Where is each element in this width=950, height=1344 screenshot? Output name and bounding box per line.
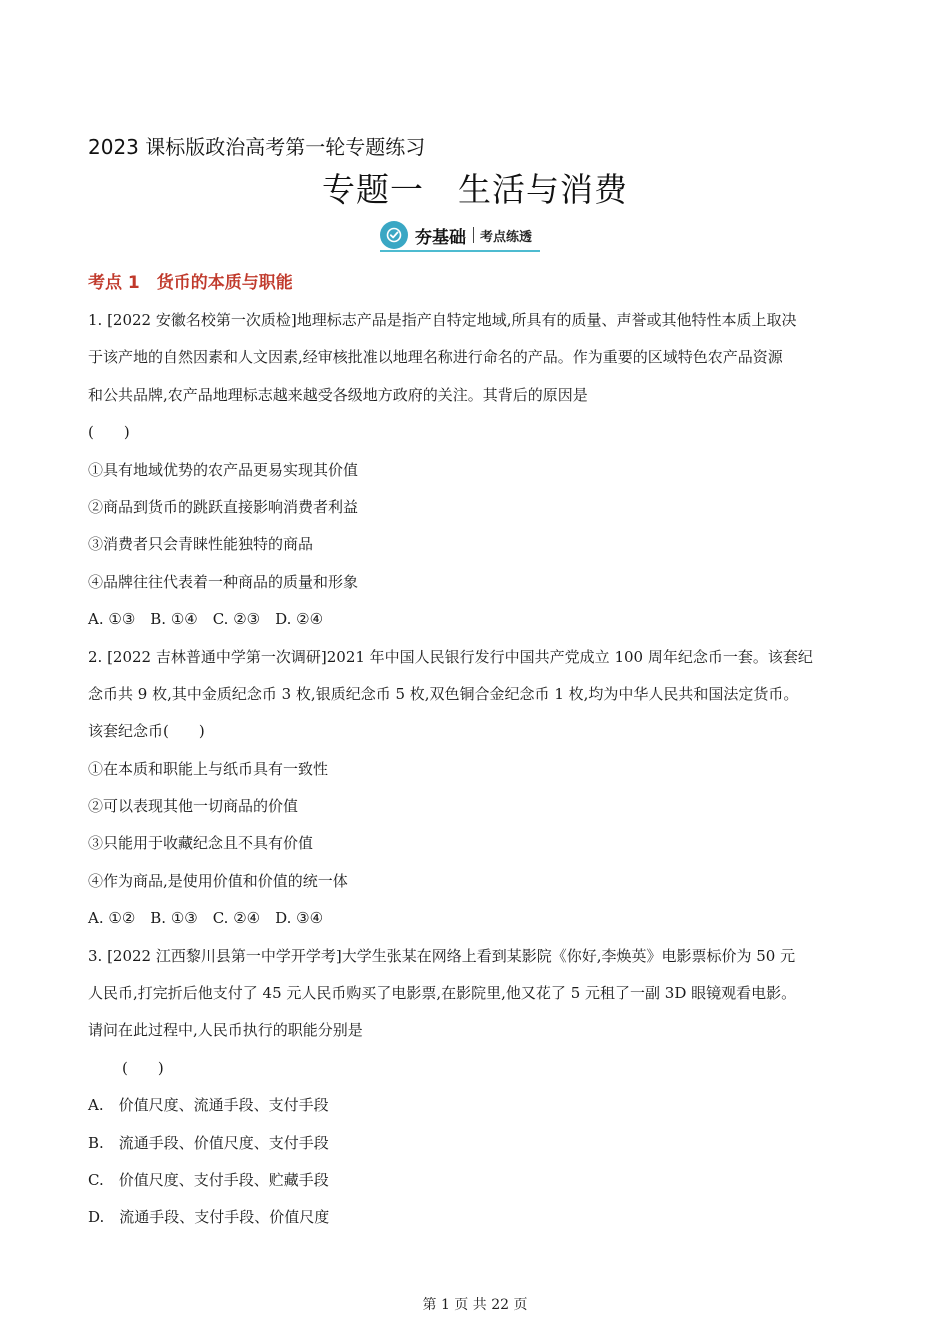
question-1-statement-4: ④品牌往往代表着一种商品的质量和形象 xyxy=(88,572,359,591)
question-2-text-line-3: 该套纪念币( ) xyxy=(88,722,205,741)
badge-sub-label: 考点练透 xyxy=(480,229,533,245)
question-2-choices: A. ①② B. ①③ C. ②④ D. ③④ xyxy=(88,909,324,928)
question-1-text-line-1: 1. [2022 安徽名校第一次质检]地理标志产品是指产自特定地域,所具有的质量、声誉或其他特性本质上取决 xyxy=(88,311,797,329)
question-3-choice-c: C. 价值尺度、支付手段、贮藏手段 xyxy=(88,1170,329,1189)
question-2-statement-3: ③只能用于收藏纪念且不具有价值 xyxy=(88,834,314,853)
question-3-text-line-3: 请问在此过程中,人民币执行的职能分别是 xyxy=(88,1021,363,1040)
question-3-choice-d: D. 流通手段、支付手段、价值尺度 xyxy=(88,1208,330,1227)
question-1-statement-3: ③消费者只会青睐性能独特的商品 xyxy=(88,535,314,554)
question-3-choice-a: A. 价值尺度、流通手段、支付手段 xyxy=(88,1096,329,1115)
question-2-statement-4: ④作为商品,是使用价值和价值的统一体 xyxy=(88,871,348,890)
question-3-answer-bracket: ( ) xyxy=(122,1058,164,1077)
section-badge xyxy=(380,220,540,252)
question-1-choices: A. ①③ B. ①④ C. ②③ D. ②④ xyxy=(88,610,324,629)
section-heading: 考点 1 货币的本质与职能 xyxy=(88,273,293,293)
badge-divider xyxy=(473,227,474,243)
question-1-statement-1: ①具有地域优势的农产品更易实现其价值 xyxy=(88,460,359,479)
document-subtitle: 2023 课标版政治高考第一轮专题练习 xyxy=(88,135,426,159)
question-1-text-line-2: 于该产地的自然因素和人文因素,经审核批准以地理名称进行命名的产品。作为重要的区域特色农产品资源 xyxy=(88,348,783,367)
question-2-text-line-2: 念币共 9 枚,其中金质纪念币 3 枚,银质纪念币 5 枚,双色铜合金纪念币 1 枚,均为中华人民共和国法定货币。 xyxy=(88,684,799,703)
question-1-text-line-3: 和公共品牌,农产品地理标志越来越受各级地方政府的关注。其背后的原因是 xyxy=(88,385,588,404)
badge-main-label: 夯基础 xyxy=(415,227,466,248)
question-2-text-line-1: 2. [2022 吉林普通中学第一次调研]2021 年中国人民银行发行中国共产党成立 100 周年纪念币一套。该套纪 xyxy=(88,647,813,666)
page-footer: 第 1 页 共 22 页 xyxy=(422,1297,528,1313)
question-3-text-line-2: 人民币,打完折后他支付了 45 元人民币购买了电影票,在影院里,他又花了 5 元租了一副 3D 眼镜观看电影。 xyxy=(88,984,797,1003)
question-2-statement-2: ②可以表现其他一切商品的价值 xyxy=(88,797,299,816)
question-3-text-line-1: 3. [2022 江西黎川县第一中学开学考]大学生张某在网络上看到某影院《你好,李焕英》电影票标价为 50 元 xyxy=(88,946,796,965)
question-1-answer-bracket: ( ) xyxy=(88,423,130,442)
question-2-statement-1: ①在本质和职能上与纸币具有一致性 xyxy=(88,759,329,778)
question-list xyxy=(88,302,868,1237)
check-circle-icon xyxy=(380,221,408,249)
question-1-statement-2: ②商品到货币的跳跃直接影响消费者利益 xyxy=(88,497,359,516)
question-3-choice-b: B. 流通手段、价值尺度、支付手段 xyxy=(88,1133,329,1152)
page-title: 专题一 生活与消费 xyxy=(322,170,628,209)
